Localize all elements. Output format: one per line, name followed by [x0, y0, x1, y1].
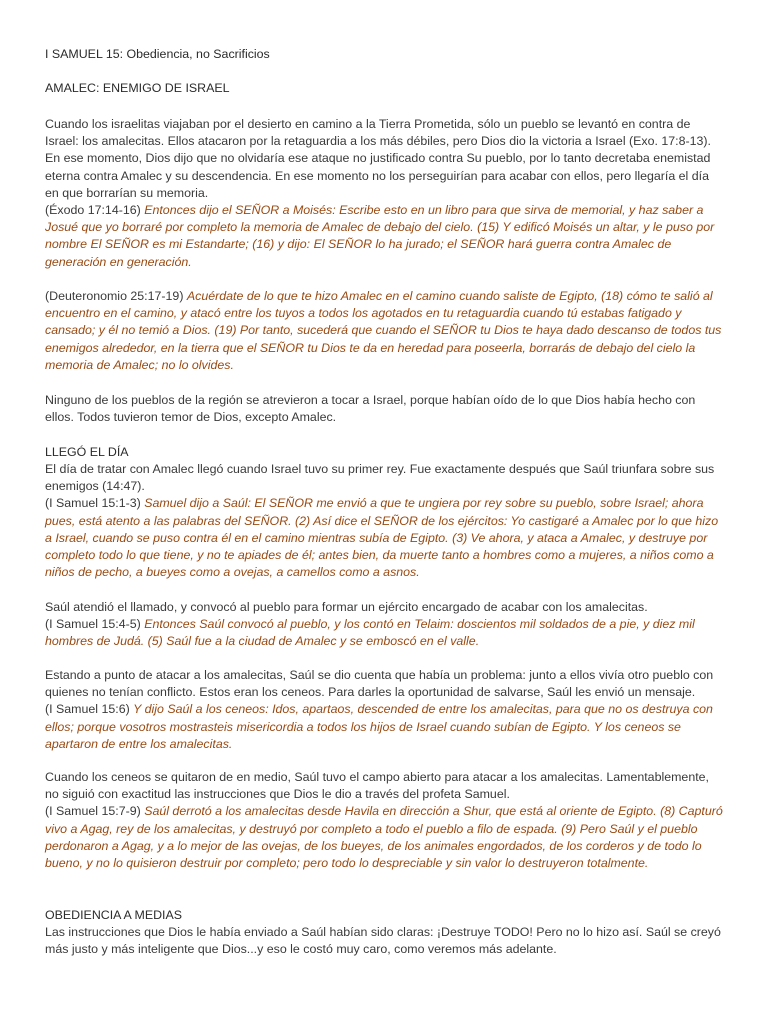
paragraph-text: El día de tratar con Amalec llegó cuando Israel tuvo su primer rey. Fue exactamente después que Saúl triunfara sobre sus enemigos (14:47). — [45, 462, 715, 494]
paragraph-ceneos — [45, 667, 725, 753]
paragraph-campo-abierto — [45, 769, 725, 872]
paragraph-text: Ninguno de los pueblos de la región se atrevieron a tocar a Israel, porque habían oído de lo que Dios había hecho con ellos. Todos tuvieron temor de Dios, excepto Amalec. — [45, 393, 696, 425]
paragraph-intro — [45, 116, 725, 271]
paragraph-text: Cuando los israelitas viajaban por el desierto en camino a la Tierra Prometida, sólo un pueblo se levantó en contra de Israel: los amalecitas. Ellos atacaron por la retaguardia a los más débiles, pero Dios dio la victoria a Israel (Exo. 17:8-13). En ese momento, Dios dijo que no olvidaría ese ataque no justificado contra Su pueblo, por lo tanto decretaba enemistad eterna contra Amalec y su descendencia. En ese momento no los perseguirían para acabar con ellos, pero llegaría el día en que borrarían su memoria. — [45, 117, 711, 200]
scripture-quote: Samuel dijo a Saúl: El SEÑOR me envió a que te ungiera por rey sobre su pueblo, sobre Israel; ahora pues, está atento a las palabras del SEÑOR. (2) Así dice el SEÑOR de los ejércitos: Yo castigaré a Amalec por lo que hizo a Israel, cuando se puso contra él en el camino mientras subía de Egipto. (3) Ve ahora, y ataca a Amalec, y destruye por completo todo lo que tiene, y no te apiades de él; antes bien, da muerte tanto a hombres como a mujeres, a niños como a niños de pecho, a bueyes como a ovejas, a camellos como a asnos. — [45, 496, 719, 580]
scripture-reference: (I Samuel 15:7-9) — [45, 804, 141, 819]
section-heading-llego-el-dia: LLEGÓ EL DÍA — [45, 445, 129, 459]
scripture-reference: (I Samuel 15:6) — [45, 702, 130, 717]
paragraph-text: Saúl atendió el llamado, y convocó al pueblo para formar un ejército encargado de acabar con los amalecitas. — [45, 600, 648, 614]
section-heading-amalec: AMALEC: ENEMIGO DE ISRAEL — [45, 81, 230, 95]
paragraph-text: Cuando los ceneos se quitaron de en medio, Saúl tuvo el campo abierto para atacar a los amalecitas. Lamentablemente, no siguió con exactitud las instrucciones que Dios le dio a través del profeta Samuel. — [45, 770, 709, 802]
section-heading-obediencia-a-medias: OBEDIENCIA A MEDIAS — [45, 908, 183, 922]
scripture-quote: Y dijo Saúl a los ceneos: Idos, apartaos, descended de entre los amalecitas, para que no os destruya con ellos; porque vosotros mostrasteis misericordia a todos los hijos de Israel cuando subían de Egipto. Y los ceneos se apartaron de entre los amalecitas. — [45, 702, 713, 751]
paragraph-text: Las instrucciones que Dios le había enviado a Saúl habían sido claras: ¡Destruye TODO! Pero no lo hizo así. Saúl se creyó más justo y más inteligente que Dios...y eso le costó muy caro, como veremos más adelante. — [45, 925, 721, 957]
scripture-reference: (I Samuel 15:1-3) — [45, 496, 141, 511]
scripture-quote: Entonces Saúl convocó al pueblo, y los contó en Telaim: doscientos mil soldados de a pie, y diez mil hombres de Judá. (5) Saúl fue a la ciudad de Amalec y se emboscó en el valle. — [45, 617, 695, 649]
paragraph-text: Estando a punto de atacar a los amalecitas, Saúl se dio cuenta que había un problema: junto a ellos vivía otro pueblo con quienes no tenían conflicto. Estos eran los ceneos. Para darles la oportunidad de salvarse, Saúl les envió un mensaje. — [45, 668, 714, 700]
scripture-reference: (I Samuel 15:4-5) — [45, 617, 141, 632]
scripture-reference: (Éxodo 17:14-16) — [45, 203, 141, 218]
scripture-quote: Saúl derrotó a los amalecitas desde Havila en dirección a Shur, que está al oriente de Egipto. (8) Capturó vivo a Agag, rey de los amalecitas, y destruyó por completo a todo el pueblo a filo de espada. (9) Pero Saúl y el pueblo perdonaron a Agag, y a lo mejor de las ovejas, de los bueyes, de los animales engordados, de los corderos y de todo lo bueno, y no lo quisieron destruir por completo; pero todo lo despreciable y sin valor lo destruyeron totalmente. — [45, 804, 723, 871]
scripture-quote: Acuérdate de lo que te hizo Amalec en el camino cuando saliste de Egipto, (18) cómo te salió al encuentro en el camino, y atacó entre los tuyos a todos los agotados en tu retaguardia cuando tú estabas fatigado y cansado; y él no temió a Dios. (19) Por tanto, sucederá que cuando el SEÑOR tu Dios te haya dado descanso de todos tus enemigos alrededor, en la tierra que el SEÑOR tu Dios te da en heredad para poseerla, borrarás de debajo del cielo la memoria de Amalec; no lo olvides. — [45, 289, 722, 372]
document-title: I SAMUEL 15: Obediencia, no Sacrificios — [45, 47, 270, 61]
paragraph-instrucciones — [45, 924, 725, 958]
scripture-quote: Entonces dijo el SEÑOR a Moisés: Escribe esto en un libro para que sirva de memorial, y haz saber a Josué que yo borraré por completo la memoria de Amalec de debajo del cielo. (15) Y edificó Moisés un altar, y le puso por nombre El SEÑOR es mi Estandarte; (16) y dijo: El SEÑOR lo ha jurado; el SEÑOR hará guerra contra Amalec de generación en generación. — [45, 203, 715, 269]
scripture-reference: (Deuteronomio 25:17-19) — [45, 289, 184, 303]
paragraph-llamado — [45, 599, 725, 651]
paragraph-deuteronomio — [45, 288, 725, 374]
paragraph-pueblos — [45, 392, 725, 426]
paragraph-rey — [45, 461, 725, 581]
